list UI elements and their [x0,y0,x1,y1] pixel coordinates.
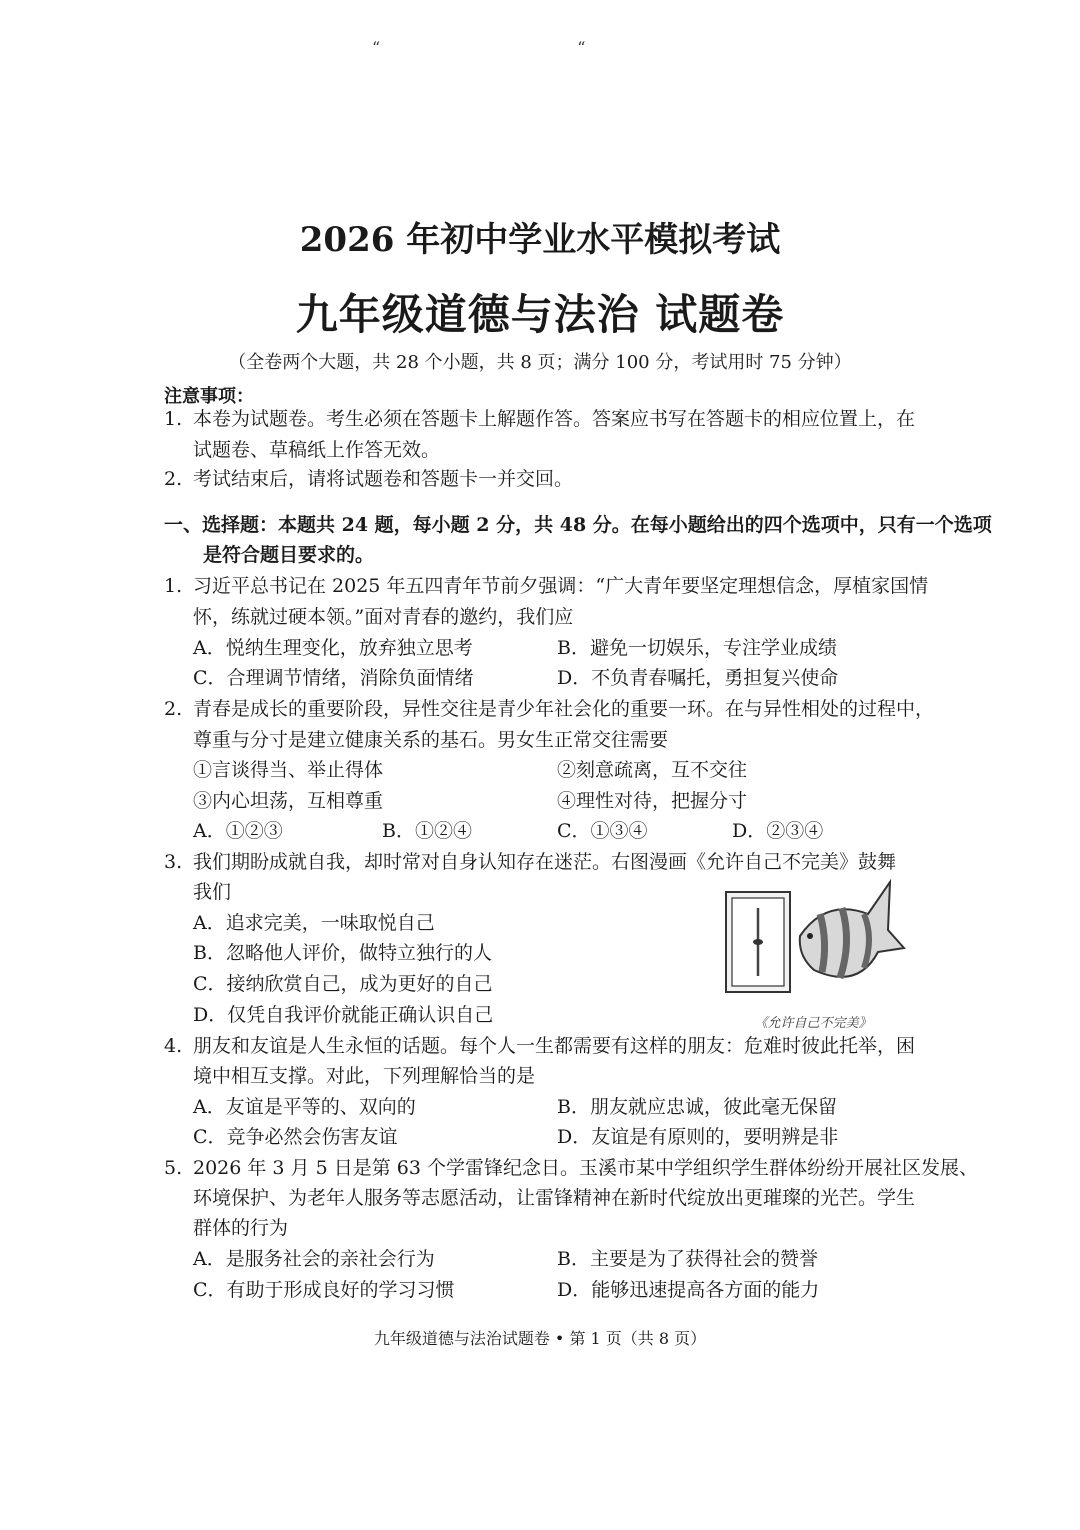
notice-number: 2. [164,468,183,490]
question-stem: 青春是成长的重要阶段，异性交往是青少年社会化的重要一环。在与异性相处的过程中， [193,698,935,720]
option-c: C．①③④ [557,820,648,842]
option-a: A．是服务社会的亲社会行为 [193,1248,435,1270]
option-c: C．接纳欣赏自己，成为更好的自己 [193,973,493,995]
statement: ②刻意疏离，互不交往 [557,759,748,781]
statement: ①言谈得当、举止得体 [193,759,384,781]
cartoon-caption: 《允许自己不完美》 [754,1016,872,1031]
subject-title: 九年级道德与法治 试题卷 [295,290,785,339]
statement: ③内心坦荡，互相尊重 [193,790,384,812]
question-stem: 2026 年 3 月 5 日是第 63 个学雷锋纪念日。玉溪市某中学组织学生群体纷纷开展社区发展、 [193,1157,978,1179]
question-stem: 境中相互支撑。对此，下列理解恰当的是 [193,1065,536,1087]
notice-line: 试题卷、草稿纸上作答无效。 [193,439,441,461]
option-b: B．①②④ [382,820,472,842]
question-stem: 怀，练就过硬本领。”面对青春的邀约，我们应 [193,606,574,628]
option-d: D．能够迅速提高各方面的能力 [557,1279,820,1301]
question-number: 4. [164,1035,183,1057]
notice-line: 考试结束后，请将试题卷和答题卡一并交回。 [193,468,574,490]
question-stem: 尊重与分寸是建立健康关系的基石。男女生正常交往需要 [193,729,669,751]
question-stem: 朋友和友谊是人生永恒的话题。每个人一生都需要有这样的朋友：危难时彼此托举，困 [193,1035,916,1057]
option-a: A．追求完美，一味取悦自己 [193,912,435,934]
option-c: C．竞争必然会伤害友谊 [193,1126,398,1148]
page-footer: 九年级道德与法治试题卷 • 第 1 页（共 8 页） [373,1329,707,1348]
notice-number: 1. [164,408,183,430]
question-stem: 习近平总书记在 2025 年五四青年节前夕强调：“广大青年要坚定理想信念，厚植家国情 [193,575,929,597]
exam-info: （全卷两个大题，共 28 个小题，共 8 页；满分 100 分，考试用时 75 分钟） [228,352,852,373]
option-a: A．悦纳生理变化，放弃独立思考 [193,637,473,659]
question-number: 3. [164,851,183,873]
question-number: 5. [164,1157,183,1179]
notice-line: 本卷为试题卷。考生必须在答题卡上解题作答。答案应书写在答题卡的相应位置上，在 [193,408,916,430]
option-c: C．有助于形成良好的学习习惯 [193,1279,455,1301]
notice-heading: 注意事项： [164,386,254,407]
question-stem: 我们期盼成就自我，却时常对自身认知存在迷茫。右图漫画《允许自己不完美》鼓舞 [193,851,897,873]
option-c: C．合理调节情绪，消除负面情绪 [193,667,474,689]
question-stem: 我们 [193,881,232,903]
question-stem: 环境保护、为老年人服务等志愿活动，让雷锋精神在新时代绽放出更璀璨的光芒。学生 [193,1187,916,1209]
option-b: B．主要是为了获得社会的赞誉 [557,1248,818,1270]
question-number: 1. [164,575,183,597]
cartoon-door-fish-illustration [718,878,908,998]
option-b: B．朋友就应忠诚，彼此毫无保留 [557,1096,837,1118]
option-b: B．忽略他人评价，做特立独行的人 [193,942,492,964]
option-d: D．仅凭自我评价就能正确认识自己 [193,1004,494,1026]
header-marks: “ “ [372,38,682,57]
option-d: D．②③④ [732,820,824,842]
question-stem: 群体的行为 [193,1217,289,1239]
question-number: 2. [164,698,183,720]
option-b: B．避免一切娱乐，专注学业成绩 [557,637,837,659]
option-a: A．①②③ [193,820,283,842]
option-d: D．不负青春嘱托，勇担复兴使命 [557,667,839,689]
statement: ④理性对待，把握分寸 [557,790,748,812]
exam-title: 2026 年初中学业水平模拟考试 [299,220,781,260]
section-line: 是符合题目要求的。 [203,544,375,566]
option-a: A．友谊是平等的、双向的 [193,1096,416,1118]
section-line: 一、选择题：本题共 24 题，每小题 2 分，共 48 分。在每小题给出的四个选项中，只有一个选项 [164,514,992,536]
cartoon-figure [718,878,908,1031]
option-d: D．友谊是有原则的，要明辨是非 [557,1126,839,1148]
